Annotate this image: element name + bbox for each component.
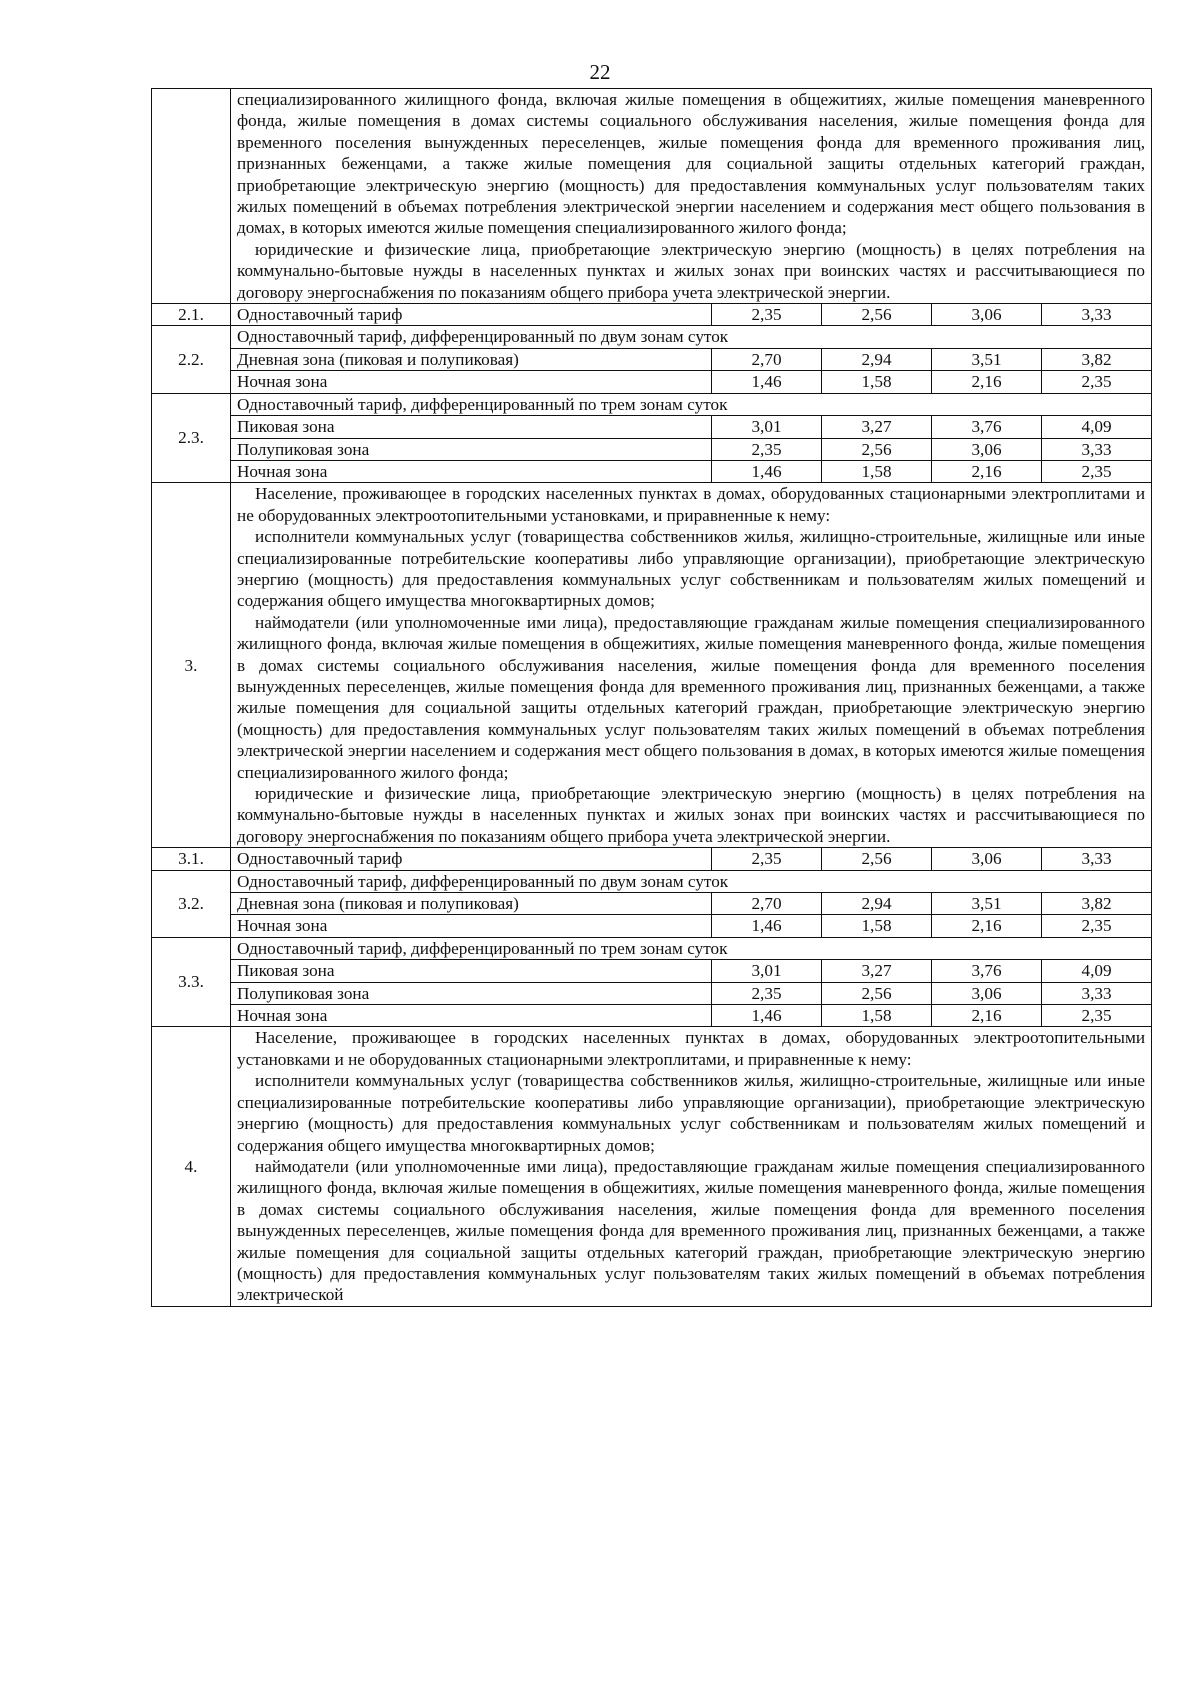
row-number: 2.2. [152,326,231,393]
tariff-value: 3,27 [822,960,932,982]
tariff-value: 2,35 [712,848,822,870]
tariff-value: 2,35 [1042,915,1152,937]
table-row [152,438,1152,460]
table-row [152,326,1152,348]
tariff-value: 3,33 [1042,304,1152,326]
tariff-group-title: Одноставочный тариф, дифференцированный по трем зонам суток [231,393,1152,415]
zone-label: Пиковая зона [231,416,712,438]
tariff-value: 2,94 [822,348,932,370]
table-row [152,89,1152,304]
table-row [152,848,1152,870]
tariff-value: 2,35 [712,982,822,1004]
tariff-value: 3,06 [932,982,1042,1004]
zone-label: Ночная зона [231,371,712,393]
zone-label: Дневная зона (пиковая и полупиковая) [231,348,712,370]
tariff-value: 2,35 [1042,371,1152,393]
table-row [152,348,1152,370]
tariff-label: Одноставочный тариф [231,848,712,870]
row-number: 4. [152,1027,231,1306]
paragraph: наймодатели (или уполномоченные ими лица), предоставляющие гражданам жилые помещения специализированного жилищного фонда, включая жилые помещения в общежитиях, жилые помещения маневренного фонда, жилые помещения в домах системы социального обслуживания населения, жилые помещения фонда для временного поселения вынужденных переселенцев, жилые помещения фонда для временного проживания лиц, признанных беженцами, а также жилые помещения для социальной защиты отдельных категорий граждан, приобретающие электрическую энергию (мощность) для предоставления коммунальных услуг пользователям таких жилых помещений в объемах потребления электрической энергии населением и содержания мест общего пользования в домах, в которых имеются жилые помещения специализированного жилого фонда; [237,612,1146,782]
tariff-value: 1,58 [822,460,932,482]
table-row [152,460,1152,482]
row-number: 3.3. [152,937,231,1027]
paragraph: наймодатели (или уполномоченные ими лица), предоставляющие гражданам жилые помещения специализированного жилищного фонда, включая жилые помещения в общежитиях, жилые помещения маневренного фонда, жилые помещения в домах системы социального обслуживания населения, жилые помещения фонда для временного поселения вынужденных переселенцев, жилые помещения фонда для временного проживания лиц, признанных беженцами, а также жилые помещения для социальной защиты отдельных категорий граждан, приобретающие электрическую энергию (мощность) для предоставления коммунальных услуг пользователям таких жилых помещений в объемах потребления электрической [237,1156,1146,1305]
zone-label: Полупиковая зона [231,438,712,460]
paragraph: Население, проживающее в городских населенных пунктах в домах, оборудованных электроотопительными установками и не оборудованных стационарными электроплитами, и приравненные к нему: [237,1028,1146,1069]
row-description [231,483,1152,848]
row-number: 2.3. [152,393,231,483]
table-row [152,870,1152,892]
tariff-value: 1,58 [822,1005,932,1027]
zone-label: Ночная зона [231,915,712,937]
table-row [152,915,1152,937]
tariff-value: 2,70 [712,348,822,370]
tariff-value: 2,70 [712,893,822,915]
table-row [152,1027,1152,1306]
tariff-value: 3,27 [822,416,932,438]
tariff-value: 2,16 [932,460,1042,482]
table-row [152,416,1152,438]
tariff-value: 1,46 [712,915,822,937]
paragraph: исполнители коммунальных услуг (товарищества собственников жилья, жилищно-строительные, жилищные или иные специализированные потребительские кооперативы либо управляющие организации), приобретающие электрическую энергию (мощность) для предоставления коммунальных услуг собственникам и пользователям жилых помещений и содержания общего имущества многоквартирных домов; [237,1071,1146,1155]
tariff-value: 3,33 [1042,438,1152,460]
tariff-value: 2,16 [932,371,1042,393]
tariff-group-title: Одноставочный тариф, дифференцированный по трем зонам суток [231,937,1152,959]
tariff-value: 3,06 [932,438,1042,460]
page-number: 22 [589,60,611,84]
tariff-value: 3,51 [932,893,1042,915]
tariff-value: 3,33 [1042,982,1152,1004]
tariff-value: 1,58 [822,371,932,393]
zone-label: Полупиковая зона [231,982,712,1004]
paragraph: юридические и физические лица, приобретающие электрическую энергию (мощность) в целях потребления на коммунально-бытовые нужды в населенных пунктах и жилых зонах при воинских частях и рассчитывающиеся по договору энергоснабжения по показаниям общего прибора учета электрической энергии. [237,239,1146,302]
row-number [152,89,231,304]
table-row [152,1005,1152,1027]
paragraph: юридические и физические лица, приобретающие электрическую энергию (мощность) в целях потребления на коммунально-бытовые нужды в населенных пунктах и жилых зонах при воинских частях и рассчитывающиеся по договору энергоснабжения по показаниям общего прибора учета электрической энергии. [237,784,1146,846]
tariff-value: 2,56 [822,848,932,870]
tariff-table [151,88,1152,1307]
tariff-value: 3,06 [932,304,1042,326]
tariff-value: 2,35 [712,438,822,460]
zone-label: Ночная зона [231,1005,712,1027]
paragraph: специализированного жилищного фонда, включая жилые помещения в общежитиях, жилые помещения маневренного фонда, жилые помещения в домах системы социального обслуживания населения, жилые помещения фонда для временного поселения вынужденных переселенцев, жилые помещения фонда для временного проживания лиц, признанных беженцами, а также жилые помещения для социальной защиты отдельных категорий граждан, приобретающие электрическую энергию (мощность) для предоставления коммунальных услуг пользователям таких жилых помещений в объемах потребления электрической энергии населением и содержания мест общего пользования в домах, в которых имеются жилые помещения специализированного жилого фонда; [237,90,1146,238]
table-row [152,937,1152,959]
tariff-value: 3,51 [932,348,1042,370]
tariff-value: 4,09 [1042,960,1152,982]
tariff-label: Одноставочный тариф [231,304,712,326]
tariff-value: 3,82 [1042,893,1152,915]
tariff-value: 3,01 [712,416,822,438]
tariff-value: 2,56 [822,438,932,460]
table-row [152,893,1152,915]
tariff-value: 2,16 [932,1005,1042,1027]
row-number: 2.1. [152,304,231,326]
tariff-value: 1,58 [822,915,932,937]
table-row [152,304,1152,326]
tariff-group-title: Одноставочный тариф, дифференцированный по двум зонам суток [231,326,1152,348]
table-row [152,371,1152,393]
tariff-value: 1,46 [712,460,822,482]
tariff-value: 2,35 [712,304,822,326]
table-row [152,483,1152,848]
row-number: 3.1. [152,848,231,870]
tariff-value: 3,76 [932,960,1042,982]
tariff-value: 2,56 [822,304,932,326]
paragraph: Население, проживающее в городских населенных пунктах в домах, оборудованных стационарными электроплитами и не оборудованных электроотопительными установками, и приравненные к нему: [237,484,1146,525]
tariff-value: 3,01 [712,960,822,982]
row-number: 3.2. [152,870,231,937]
tariff-value: 1,46 [712,371,822,393]
table-row [152,960,1152,982]
table-row [152,982,1152,1004]
tariff-value: 2,16 [932,915,1042,937]
tariff-value: 2,35 [1042,460,1152,482]
zone-label: Ночная зона [231,460,712,482]
zone-label: Дневная зона (пиковая и полупиковая) [231,893,712,915]
row-description [231,1027,1152,1306]
tariff-value: 3,06 [932,848,1042,870]
zone-label: Пиковая зона [231,960,712,982]
table-row [152,393,1152,415]
row-description [231,89,1152,304]
paragraph: исполнители коммунальных услуг (товарищества собственников жилья, жилищно-строительные, жилищные или иные специализированные потребительские кооперативы либо управляющие организации), приобретающие электрическую энергию (мощность) для предоставления коммунальных услуг собственникам и пользователям жилых помещений и содержания общего имущества многоквартирных домов; [237,527,1146,611]
tariff-value: 1,46 [712,1005,822,1027]
tariff-value: 3,33 [1042,848,1152,870]
row-number: 3. [152,483,231,848]
tariff-value: 3,82 [1042,348,1152,370]
tariff-value: 4,09 [1042,416,1152,438]
tariff-value: 2,94 [822,893,932,915]
tariff-value: 3,76 [932,416,1042,438]
tariff-value: 2,56 [822,982,932,1004]
tariff-value: 2,35 [1042,1005,1152,1027]
tariff-group-title: Одноставочный тариф, дифференцированный по двум зонам суток [231,870,1152,892]
